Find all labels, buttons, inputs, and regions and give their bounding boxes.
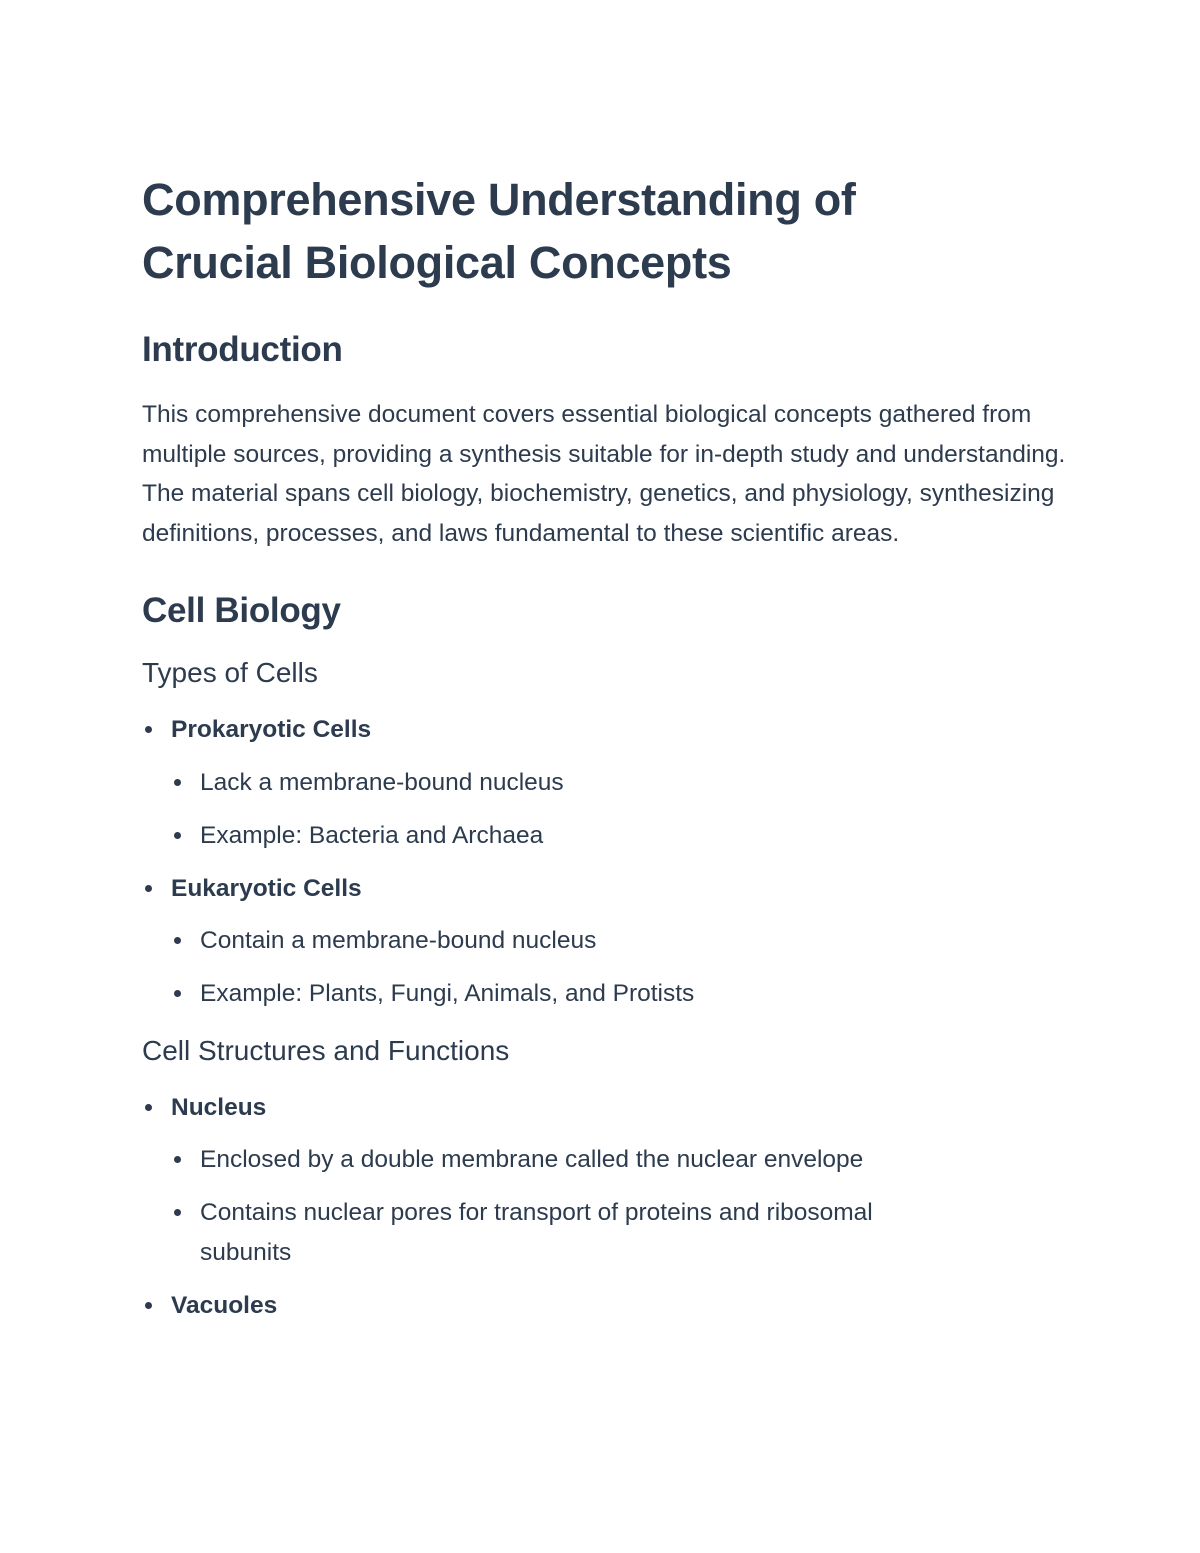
sub-list-item xyxy=(171,1140,970,1180)
sub-list-item-text: Enclosed by a double membrane called the nuclear envelope xyxy=(200,1146,864,1173)
sub-list-item-text: Example: Plants, Fungi, Animals, and Protists xyxy=(200,980,695,1007)
list-item-label: Prokaryotic Cells xyxy=(171,716,372,743)
list-item xyxy=(142,710,1072,855)
cell-structures-heading: Cell Structures and Functions xyxy=(142,1034,510,1066)
sub-list-item-text: Contains nuclear pores for transport of proteins and ribosomal subunits xyxy=(200,1199,873,1266)
bullet-icon xyxy=(174,990,181,997)
list-item-label: Vacuoles xyxy=(171,1291,278,1319)
bullet-icon xyxy=(145,1302,152,1309)
types-of-cells-list xyxy=(142,710,1072,1014)
list-item xyxy=(142,1286,1072,1325)
bullet-icon xyxy=(174,1209,181,1216)
introduction-paragraph: This comprehensive document covers essential biological concepts gathered from multiple sources, providing a synthesis suitable for in-depth study and understanding. The material spans cell biology, biochemistry, genetics, and physiology, synthesizing definitions, processes, and laws fundamental to these scientific areas. xyxy=(142,401,1066,547)
types-of-cells-heading: Types of Cells xyxy=(142,657,318,688)
cell-biology-heading: Cell Biology xyxy=(142,591,341,630)
sub-list xyxy=(171,763,1072,856)
list-item xyxy=(142,1088,1072,1273)
bullet-icon xyxy=(174,937,181,944)
title-line-2: Crucial Biological Concepts xyxy=(142,237,732,288)
document-title xyxy=(142,168,1072,294)
sub-list-item xyxy=(171,974,970,1014)
sub-list xyxy=(171,1140,1072,1272)
list-item xyxy=(142,869,1072,1014)
sub-list-item xyxy=(171,921,970,961)
document-page xyxy=(142,168,1072,1338)
bullet-icon xyxy=(145,885,152,892)
list-item-label: Nucleus xyxy=(171,1093,267,1121)
title-line-1: Comprehensive Understanding of xyxy=(142,174,856,225)
sub-list-item xyxy=(171,816,970,856)
introduction-heading: Introduction xyxy=(142,330,343,369)
sub-list-item xyxy=(171,763,970,803)
sub-list-item xyxy=(171,1193,970,1272)
bullet-icon xyxy=(145,1104,152,1111)
sub-list-item-text: Contain a membrane-bound nucleus xyxy=(200,927,597,954)
list-item-label: Eukaryotic Cells xyxy=(171,874,362,902)
bullet-icon xyxy=(174,1156,181,1163)
bullet-icon xyxy=(174,779,181,786)
sub-list-item-text: Lack a membrane-bound nucleus xyxy=(200,768,564,796)
bullet-icon xyxy=(174,832,181,839)
sub-list-item-text: Example: Bacteria and Archaea xyxy=(200,821,544,849)
bullet-icon xyxy=(145,726,152,733)
cell-structures-list xyxy=(142,1088,1072,1325)
sub-list xyxy=(171,921,1072,1014)
